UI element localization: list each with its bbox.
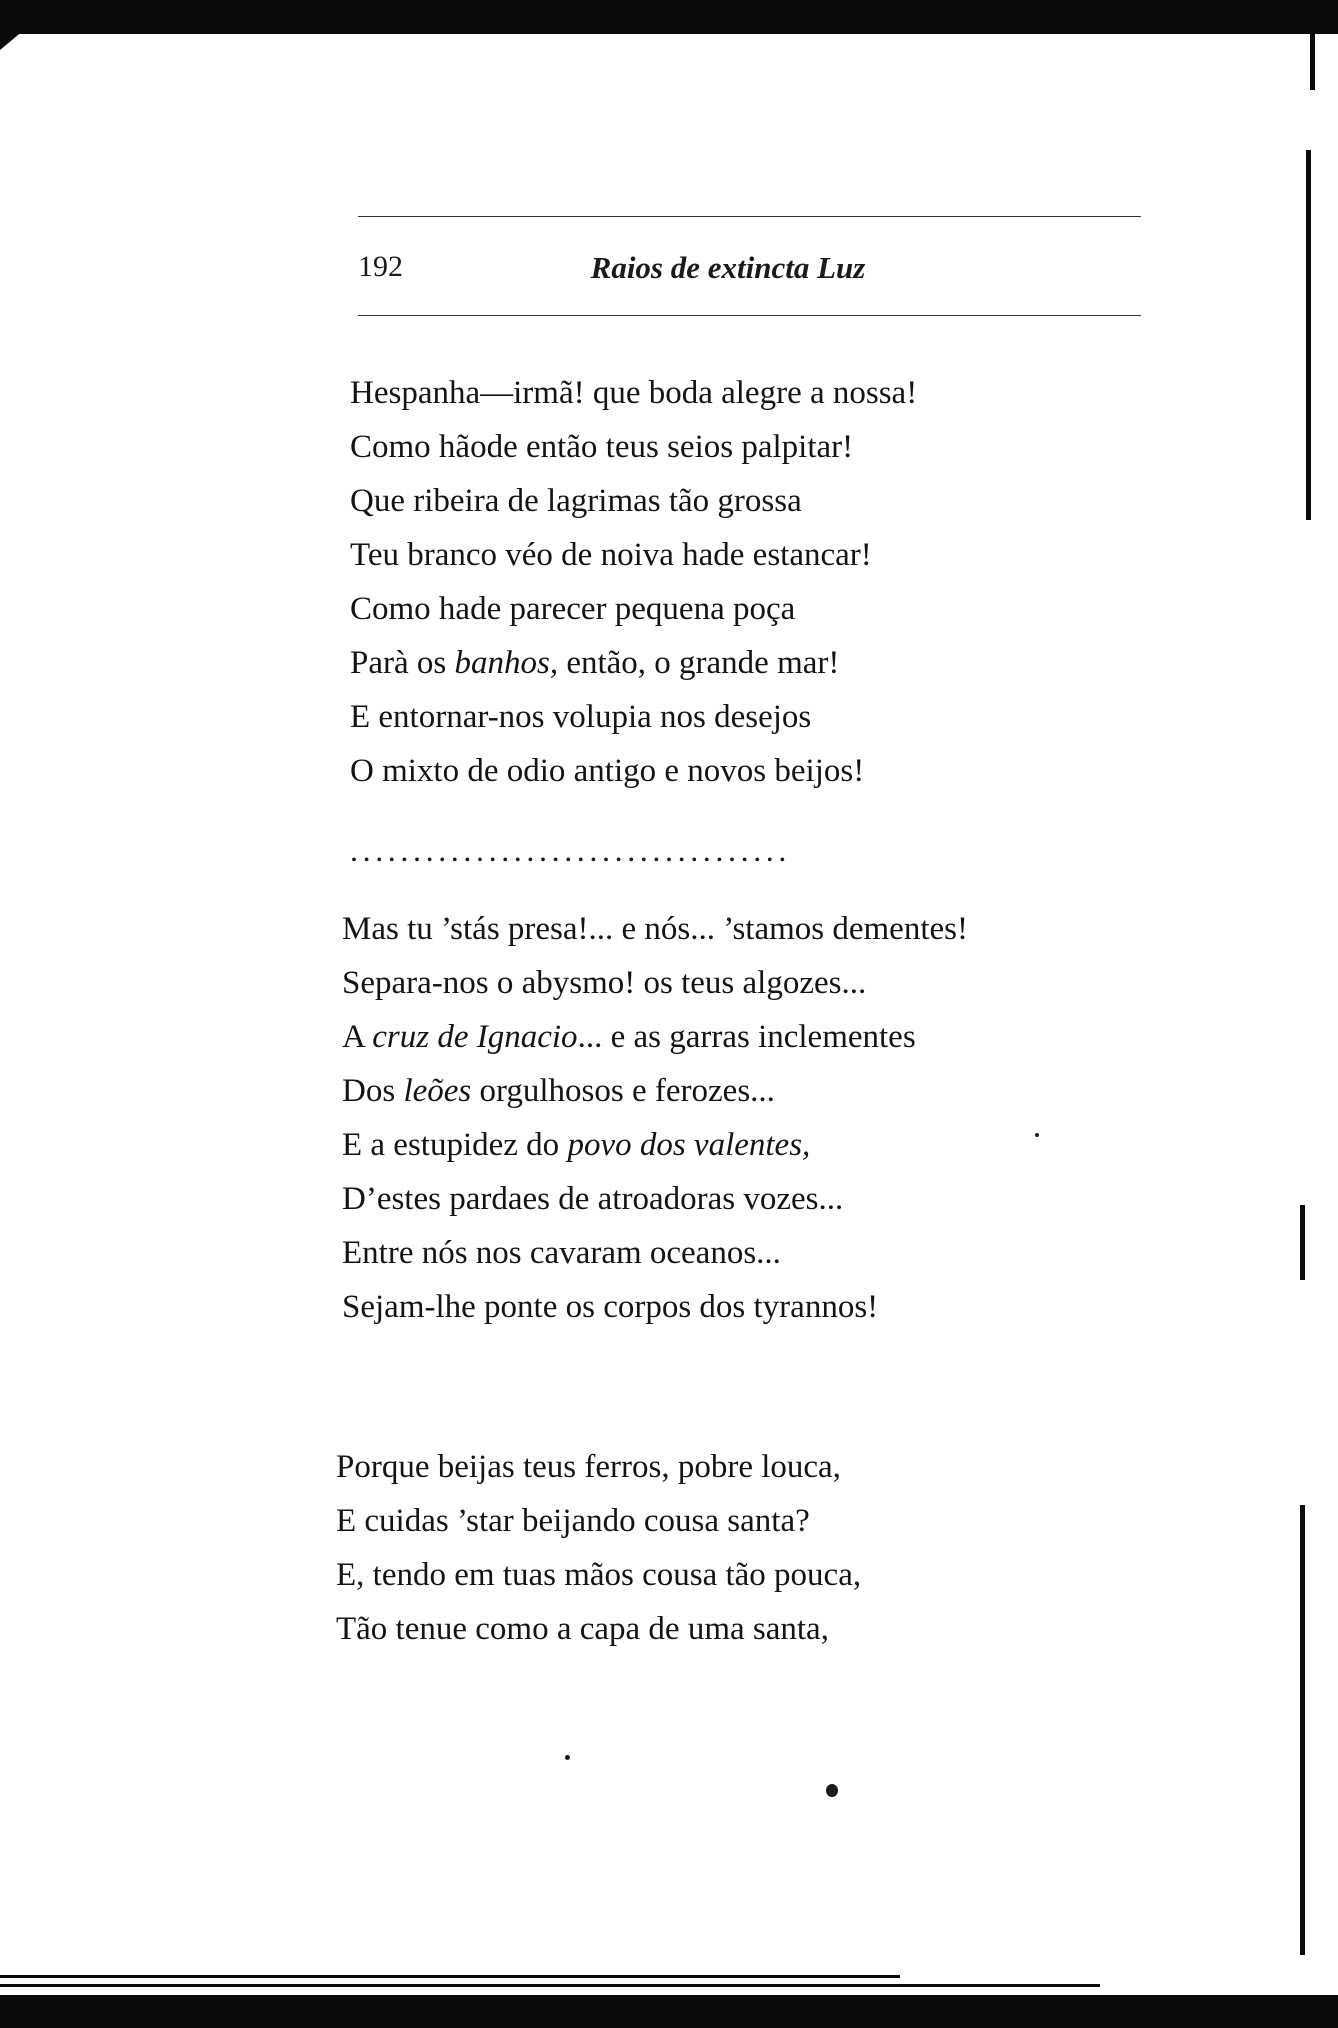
verse-line xyxy=(342,1226,968,1280)
verse-line xyxy=(350,744,917,798)
verse-line xyxy=(336,1602,861,1656)
verse-text: Como hade parecer pequena poça xyxy=(350,591,796,627)
scan-right-edge-mark xyxy=(1310,30,1315,90)
verse-text: Entre nós nos cavaram oceanos... xyxy=(342,1235,781,1271)
ellipsis-separator: ................................... xyxy=(350,832,791,868)
verse-line xyxy=(350,582,917,636)
verse-line xyxy=(336,1440,861,1494)
verse-line xyxy=(342,1118,968,1172)
verse-text: Parà os xyxy=(350,645,455,681)
verse-text: Dos xyxy=(342,1073,404,1109)
verse-line xyxy=(342,902,968,956)
running-title: Raios de extincta Luz xyxy=(590,250,866,285)
verse-text: O mixto de odio antigo e novos beijos! xyxy=(350,753,865,789)
verse-text: E a estupidez do xyxy=(342,1127,568,1163)
verse-line xyxy=(350,528,917,582)
verse-line xyxy=(350,366,917,420)
verse-text: D’estes pardaes de atroadoras vozes... xyxy=(342,1181,844,1217)
stanza-2 xyxy=(342,902,968,1334)
scan-bottom-line xyxy=(0,1984,1100,1987)
verse-line xyxy=(350,474,917,528)
verse-line xyxy=(342,1280,968,1334)
verse-text: Porque beijas teus ferros, pobre louca, xyxy=(336,1449,841,1485)
verse-italic-text: cruz de Ignacio xyxy=(372,1019,578,1055)
verse-text: Separa-nos o abysmo! os teus algozes... xyxy=(342,965,867,1001)
verse-line xyxy=(342,1010,968,1064)
verse-line xyxy=(342,1064,968,1118)
verse-italic-text: povo dos valentes, xyxy=(567,1127,811,1163)
scan-bottom-border xyxy=(0,1995,1338,2028)
verse-text: Como hãode então teus seios palpitar! xyxy=(350,429,854,465)
header-bottom-rule xyxy=(358,315,1141,316)
verse-text: orgulhosos e ferozes... xyxy=(471,1073,775,1109)
ink-speck xyxy=(1035,1133,1039,1137)
page-number: 192 xyxy=(358,250,403,283)
header-top-rule xyxy=(358,216,1141,217)
scan-bottom-line xyxy=(0,1975,900,1978)
verse-line xyxy=(350,636,917,690)
verse-line xyxy=(342,1172,968,1226)
verse-text: Mas tu ’stás presa!... e nós... ’stamos dementes! xyxy=(342,911,968,947)
scan-right-edge-mark xyxy=(1300,1205,1305,1280)
verse-line xyxy=(350,420,917,474)
verse-text: Teu branco véo de noiva hade estancar! xyxy=(350,537,872,573)
verse-text: E, tendo em tuas mãos cousa tão pouca, xyxy=(336,1557,862,1593)
stanza-1 xyxy=(350,366,917,798)
verse-text: Hespanha—irmã! que boda alegre a nossa! xyxy=(350,375,918,411)
verse-text: Sejam-lhe ponte os corpos dos tyrannos! xyxy=(342,1289,879,1325)
verse-text: ... e as garras inclementes xyxy=(577,1019,916,1055)
verse-text: então, o grande mar! xyxy=(558,645,840,681)
verse-text: Que ribeira de lagrimas tão grossa xyxy=(350,483,802,519)
scan-corner-artifact xyxy=(0,0,60,50)
verse-line xyxy=(342,956,968,1010)
ink-speck xyxy=(826,1784,838,1797)
ink-speck xyxy=(565,1755,570,1760)
verse-text: E entornar-nos volupia nos desejos xyxy=(350,699,812,735)
verse-line xyxy=(350,690,917,744)
verse-italic-text: banhos, xyxy=(454,645,559,681)
verse-italic-text: leões xyxy=(403,1073,472,1109)
verse-text: Tão tenue como a capa de uma santa, xyxy=(336,1611,829,1647)
scan-right-edge-mark xyxy=(1300,1505,1305,1955)
verse-text: A xyxy=(342,1019,373,1055)
verse-text: E cuidas ’star beijando cousa santa? xyxy=(336,1503,810,1539)
verse-line xyxy=(336,1494,861,1548)
verse-line xyxy=(336,1548,861,1602)
scan-top-border xyxy=(0,0,1338,34)
stanza-3 xyxy=(336,1440,861,1656)
scan-right-edge-mark xyxy=(1306,150,1311,520)
